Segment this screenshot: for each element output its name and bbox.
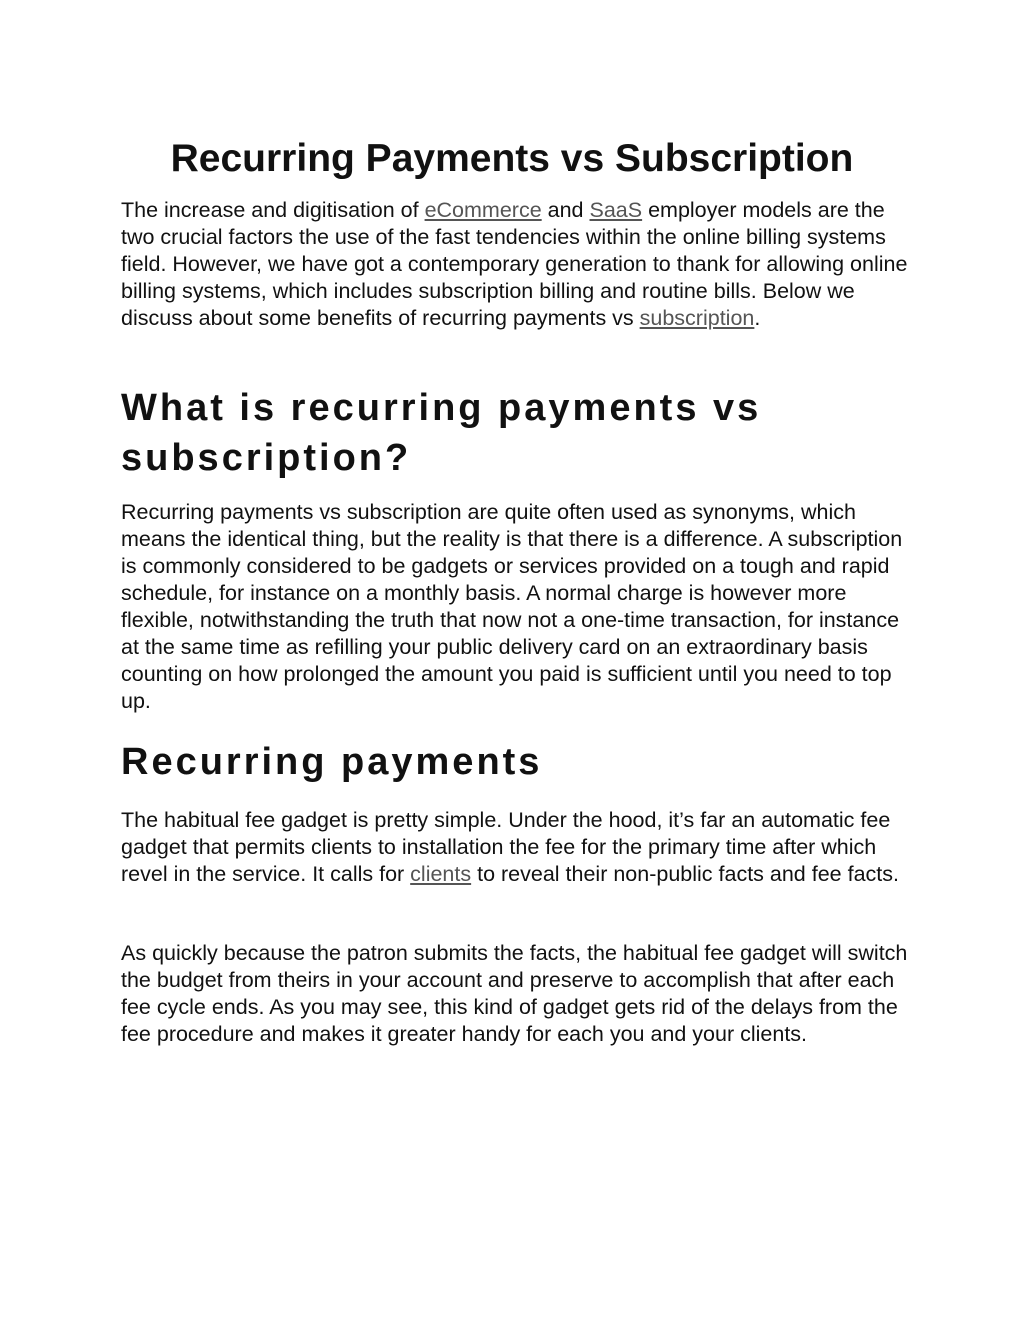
subscription-link[interactable]: subscription xyxy=(639,306,755,330)
paragraph-text: to reveal their non-public facts and fee facts. xyxy=(471,862,899,886)
clients-link[interactable]: clients xyxy=(410,862,472,886)
intro-text: and xyxy=(541,198,590,222)
recurring-paragraph-1 xyxy=(121,807,911,888)
recurring-paragraph-2: As quickly because the patron submits the facts, the habitual fee gadget will switch the budget from theirs in your account and preserve to accomplish that after each fee cycle ends. As you may see, this kind of gadget gets rid of the delays from the fee procedure and makes it greater handy for each you and your clients. xyxy=(121,941,908,1046)
section-heading-what-is: What is recurring payments vs subscription? xyxy=(121,387,762,479)
section-what-is-paragraph: Recurring payments vs subscription are quite often used as synonyms, which means the identical thing, but the reality is that there is a difference. A subscription is commonly considered to be gadgets or services provided on a tough and rapid schedule, for instance on a monthly basis. A normal charge is however more flexible, notwithstanding the truth that now not a one-time transaction, for instance at the same time as refilling your public delivery card on an extraordinary basis counting on how prolonged the amount you paid is sufficient until you need to top up. xyxy=(121,500,903,713)
intro-paragraph xyxy=(121,197,911,332)
saas-link[interactable]: SaaS xyxy=(589,198,643,222)
intro-text: The increase and digitisation of xyxy=(121,198,425,222)
intro-text: employer models are the two crucial factors the use of the fast tendencies within the online billing systems field. However, we have got a contemporary generation to thank for allowing online billing systems, which includes subscription billing and routine bills. Below we discuss about some benefits of recurring payments vs xyxy=(121,198,908,330)
section-heading-recurring-payments: Recurring payments xyxy=(121,741,543,783)
paragraph-text: The habitual fee gadget is pretty simple. Under the hood, it’s far an automatic fee gadget that permits clients to installation the fee for the primary time after which revel in the service. It calls for xyxy=(121,808,891,886)
ecommerce-link[interactable]: eCommerce xyxy=(424,198,542,222)
page-title: Recurring Payments vs Subscription xyxy=(170,137,854,180)
intro-text: . xyxy=(754,306,761,330)
